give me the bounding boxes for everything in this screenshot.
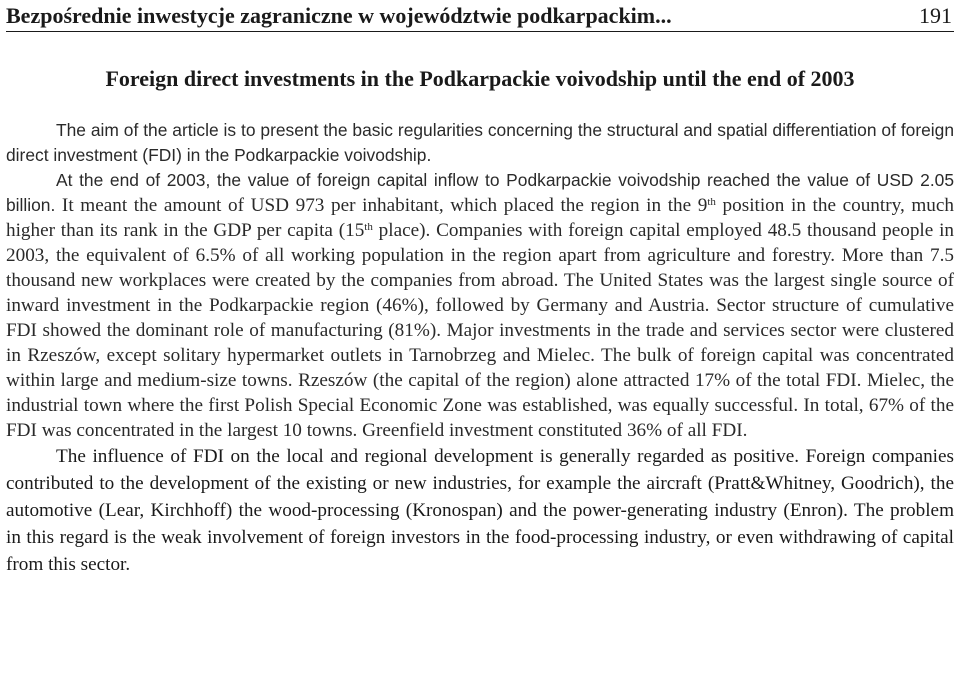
body-text-b: position in the country, much higher than its rank in the GDP per capita (15 <box>6 195 955 241</box>
body-text <box>6 443 954 578</box>
page <box>6 0 954 578</box>
body-text-a: It meant the amount of USD 973 per inhabitant, which placed the region in the 9 <box>55 195 708 216</box>
abstract-paragraph-1: The aim of the article is to present the basic regularities concerning the structural and spatial differentiation of foreign direct investment (FDI) in the Podkarpackie voivodship. <box>6 120 954 165</box>
running-title: Bezpośrednie inwestycje zagraniczne w województwie podkarpackim... <box>6 3 672 28</box>
body-paragraph-2: The influence of FDI on the local and regional development is generally regarded as positive. Foreign companies contributed to the development of the existing or new industries, for example the aircraft (Pratt&Whitney, Goodrich), the automotive (Lear, Kirchhoff) the wood-processing (Kronospan) and the power-generating industry (Enron). The problem in this regard is the weak involvement of foreign investors in the food-processing industry, or even withdrawing of capital from this sector. <box>6 446 954 575</box>
body-paragraph-1-start <box>6 195 954 441</box>
abstract-paragraph-2-text: At the end of 2003, the value of foreign capital inflow to Podkarpackie voivodship reached the value of USD 2.05 billion. <box>6 170 954 215</box>
article-title: Foreign direct investments in the Podkarpackie voivodship until the end of 2003 <box>105 66 855 91</box>
body-text-c: place). Companies with foreign capital employed 48.5 thousand people in 2003, the equivalent of 6.5% of all working population in the region apart from agriculture and forestry. More than 7.5 thousand new workplaces were created by the companies from abroad. The United States was the largest single source of inward investment in the Podkarpackie region (46%), followed by Germany and Austria. Sector structure of cumulative FDI showed the dominant role of manufacturing (81%). Major investments in the trade and services sector were clustered in Rzeszów, except solitary hypermarket outlets in Tarnobrzeg and Mielec. The bulk of foreign capital was concentrated within large and medium-size towns. Rzeszów (the capital of the region) alone attracted 17% of the total FDI. Mielec, the industrial town where the first Polish Special Economic Zone was established, was equally successful. In total, 67% of the FDI was concentrated in the largest 10 towns. Greenfield investment constituted 36% of all FDI. <box>6 220 954 441</box>
abstract <box>6 118 954 443</box>
superscript-ordinal-2: th <box>364 221 373 233</box>
running-header <box>6 0 954 32</box>
abstract-paragraph-2 <box>6 168 954 443</box>
page-number: 191 <box>919 3 952 28</box>
superscript-ordinal-1: th <box>707 196 716 208</box>
